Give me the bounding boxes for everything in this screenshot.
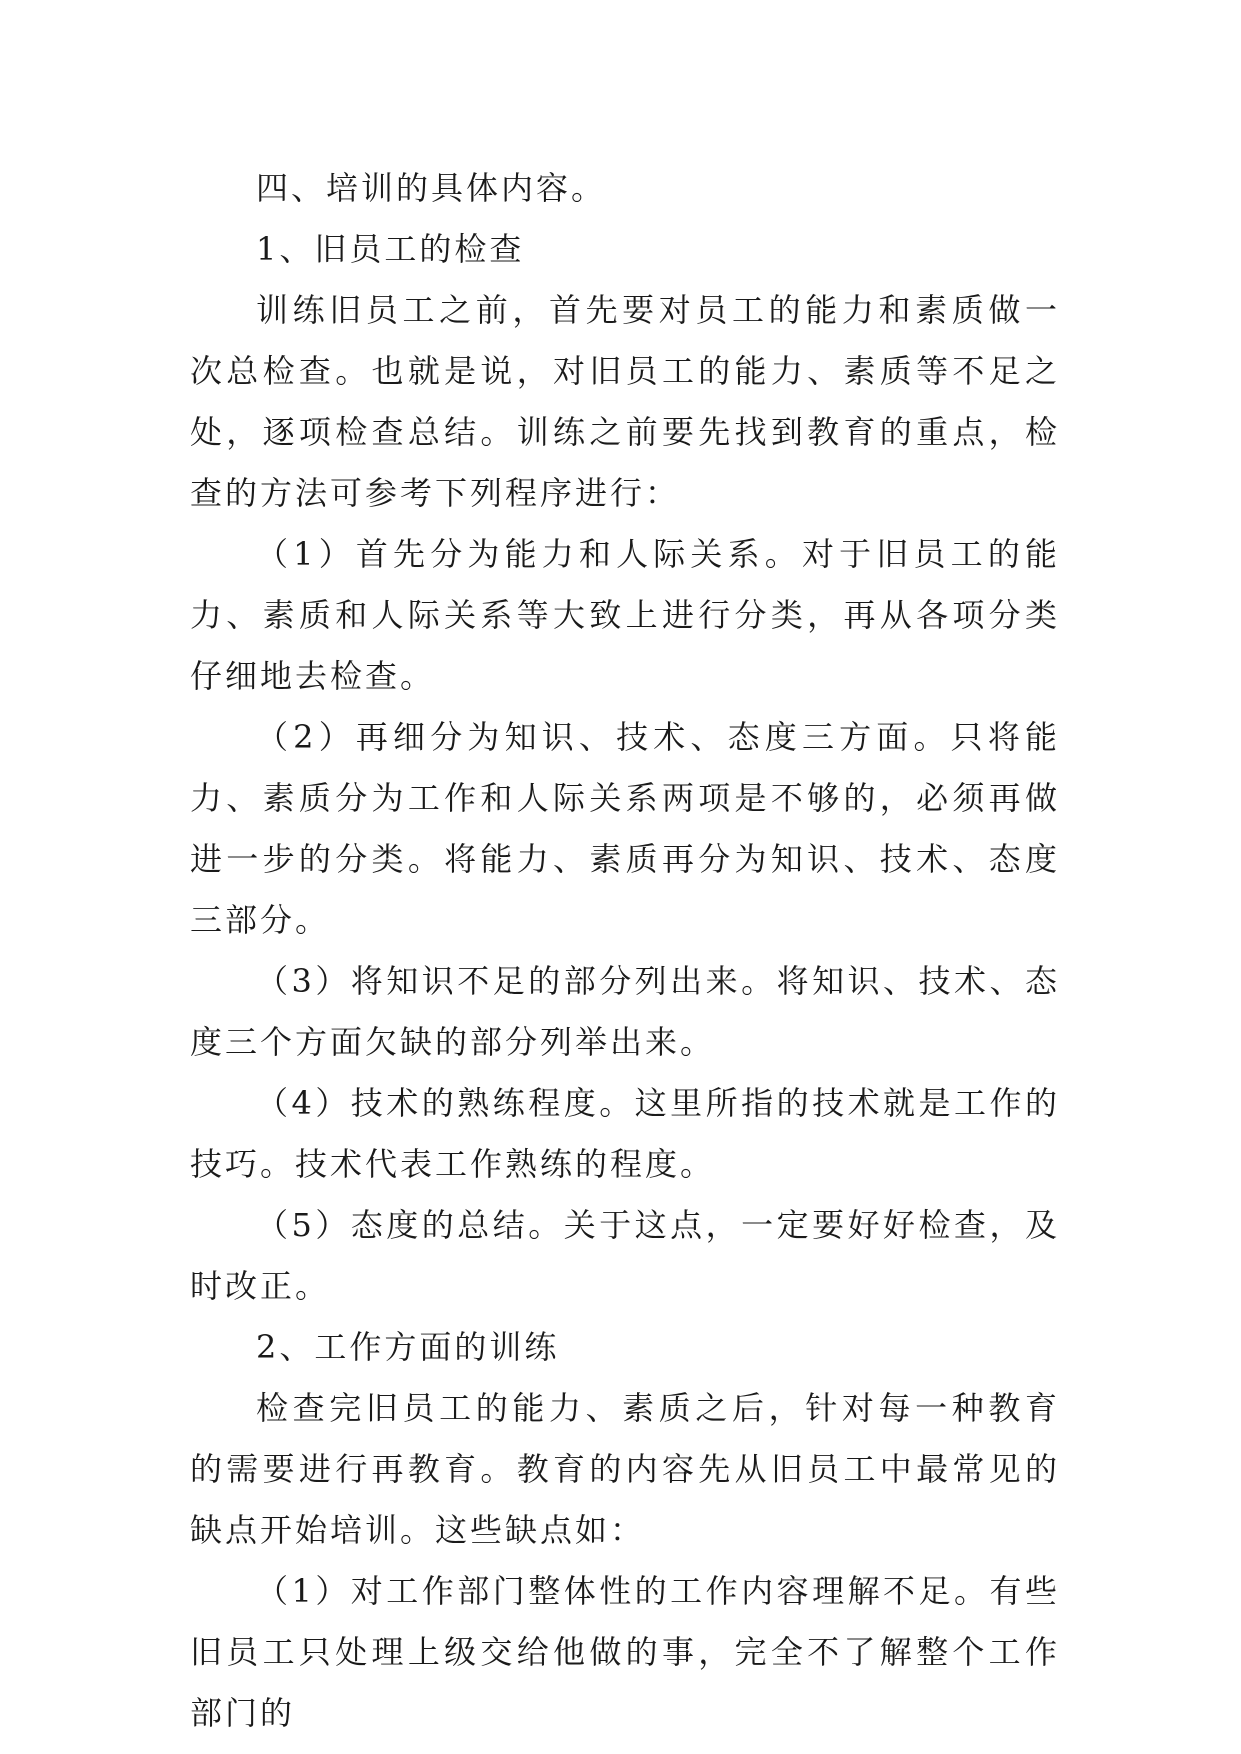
list-item: （2）再细分为知识、技术、态度三方面。只将能力、素质分为工作和人际关系两项是不够的，必须再做进一步的分类。将能力、素质再分为知识、技术、态度三部分。 <box>190 718 1060 939</box>
list-item: （1）对工作部门整体性的工作内容理解不足。有些旧员工只处理上级交给他做的事，完全不了解整个工作部门的 <box>190 1572 1060 1732</box>
paragraph: 检查完旧员工的能力、素质之后，针对每一种教育的需要进行再教育。教育的内容先从旧员工中最常见的缺点开始培训。这些缺点如： <box>190 1389 1060 1549</box>
list-item: （4）技术的熟练程度。这里所指的技术就是工作的技巧。技术代表工作熟练的程度。 <box>190 1084 1060 1183</box>
paragraph: 训练旧员工之前，首先要对员工的能力和素质做一次总检查。也就是说，对旧员工的能力、素质等不足之处，逐项检查总结。训练之前要先找到教育的重点，检查的方法可参考下列程序进行： <box>190 291 1060 512</box>
document-body <box>190 158 1060 1744</box>
list-item: （1）首先分为能力和人际关系。对于旧员工的能力、素质和人际关系等大致上进行分类，再从各项分类仔细地去检查。 <box>190 535 1060 695</box>
list-item: （3）将知识不足的部分列出来。将知识、技术、态度三个方面欠缺的部分列举出来。 <box>190 962 1060 1061</box>
subsection-heading: 1、旧员工的检查 <box>256 230 525 268</box>
section-heading: 四、培训的具体内容。 <box>256 169 607 207</box>
list-item: （5）态度的总结。关于这点，一定要好好检查，及时改正。 <box>190 1206 1060 1305</box>
subsection-heading: 2、工作方面的训练 <box>256 1328 560 1366</box>
